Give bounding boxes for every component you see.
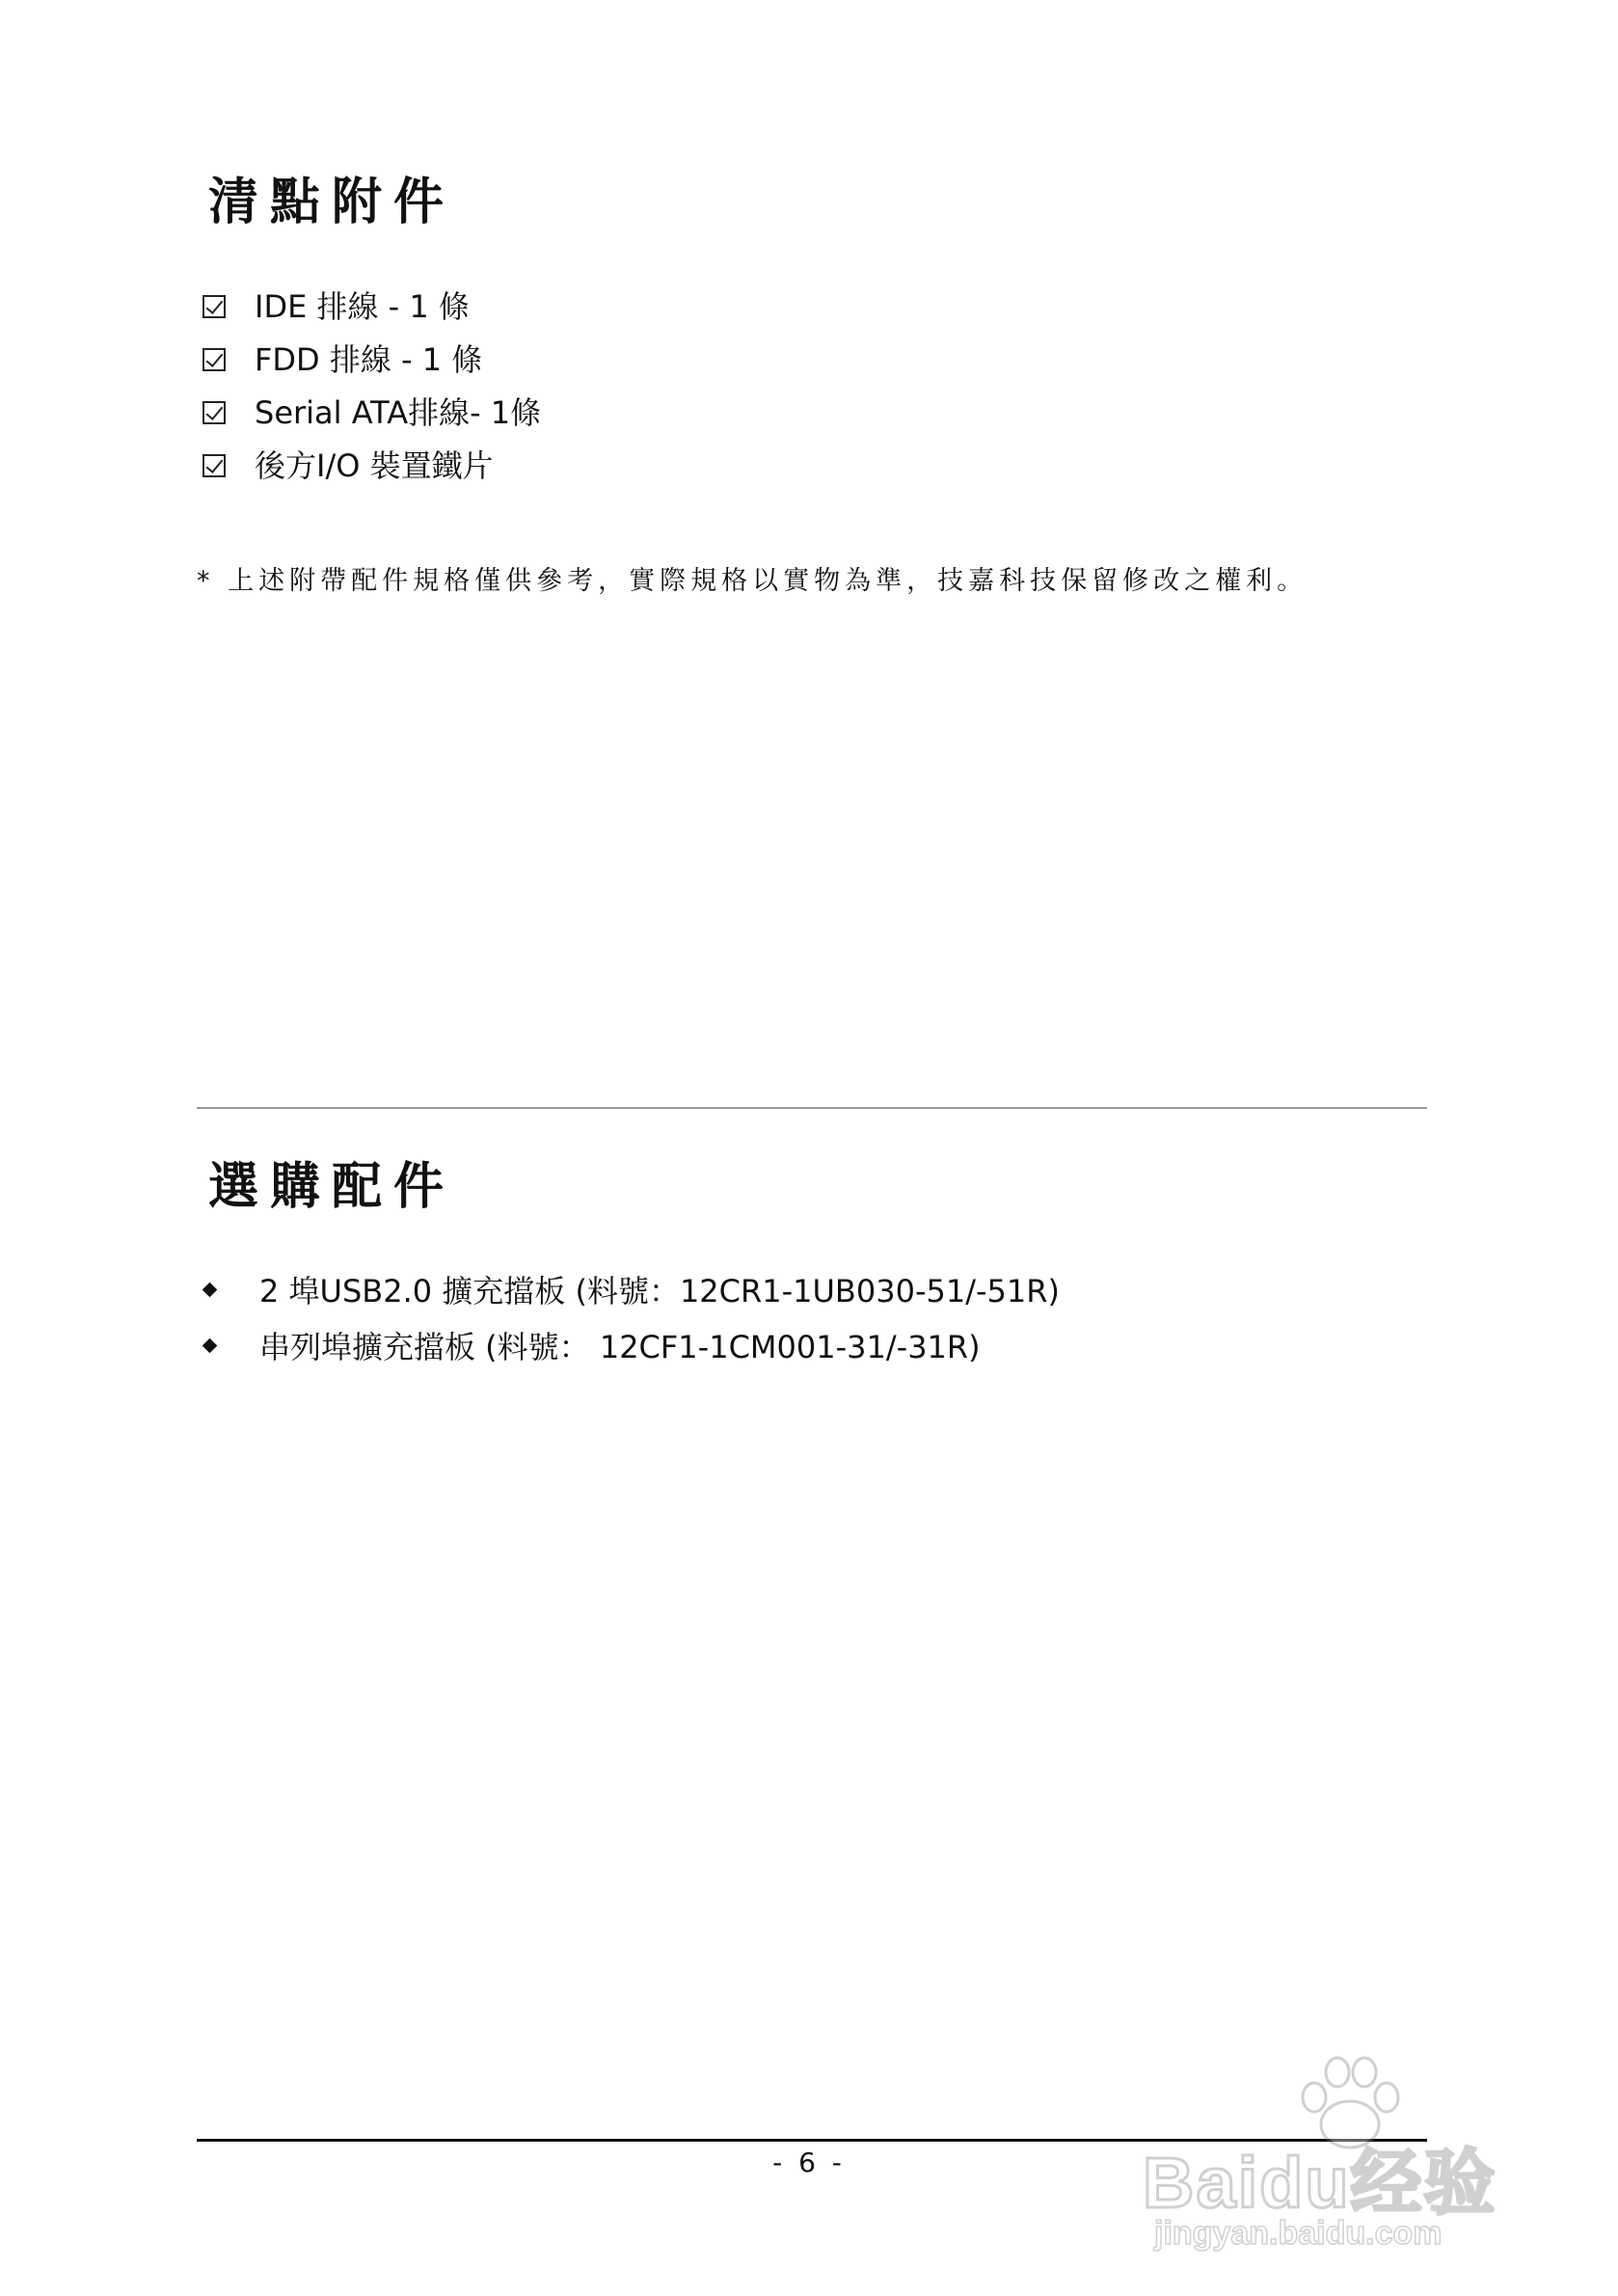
list-item: [202, 333, 541, 386]
section-divider: [197, 1107, 1427, 1109]
checkbox-checked-icon: [202, 454, 226, 477]
optional-list: [202, 1261, 1060, 1373]
watermark-url: jingyan.baidu.com: [1154, 2215, 1443, 2252]
list-item-text: 2 埠USB2.0 擴充擋板 (料號：12CR1-1UB030-51/-51R): [259, 1273, 1060, 1310]
list-item-text: IDE 排線 - 1 條: [255, 287, 470, 325]
disclaimer-note: * 上述附帶配件規格僅供參考，實際規格以實物為準，技嘉科技保留修改之權利。: [197, 566, 1308, 596]
checklist: [202, 280, 541, 492]
checkbox-checked-icon: [202, 348, 226, 371]
checklist-title: 清點附件: [208, 173, 456, 231]
list-item-text: FDD 排線 - 1 條: [255, 340, 483, 378]
page-number: - 6 -: [772, 2147, 846, 2178]
list-item: [202, 280, 541, 333]
diamond-bullet-icon: [202, 1282, 218, 1297]
checkbox-checked-icon: [202, 401, 226, 424]
list-item-text: Serial ATA排線- 1條: [255, 393, 542, 431]
list-item: [202, 439, 541, 492]
watermark: [1143, 2049, 1548, 2252]
list-item-text: 後方I/O 裝置鐵片: [255, 446, 494, 484]
checkbox-checked-icon: [202, 295, 226, 318]
list-item: [202, 1261, 1060, 1317]
list-item: [202, 1317, 1060, 1373]
optional-title: 選購配件: [208, 1157, 456, 1216]
list-item-text: 串列埠擴充擋板 (料號： 12CF1-1CM001-31/-31R): [259, 1329, 981, 1365]
list-item: [202, 386, 541, 439]
watermark-brand: Baidu经验: [1143, 2143, 1497, 2223]
diamond-bullet-icon: [202, 1337, 218, 1353]
